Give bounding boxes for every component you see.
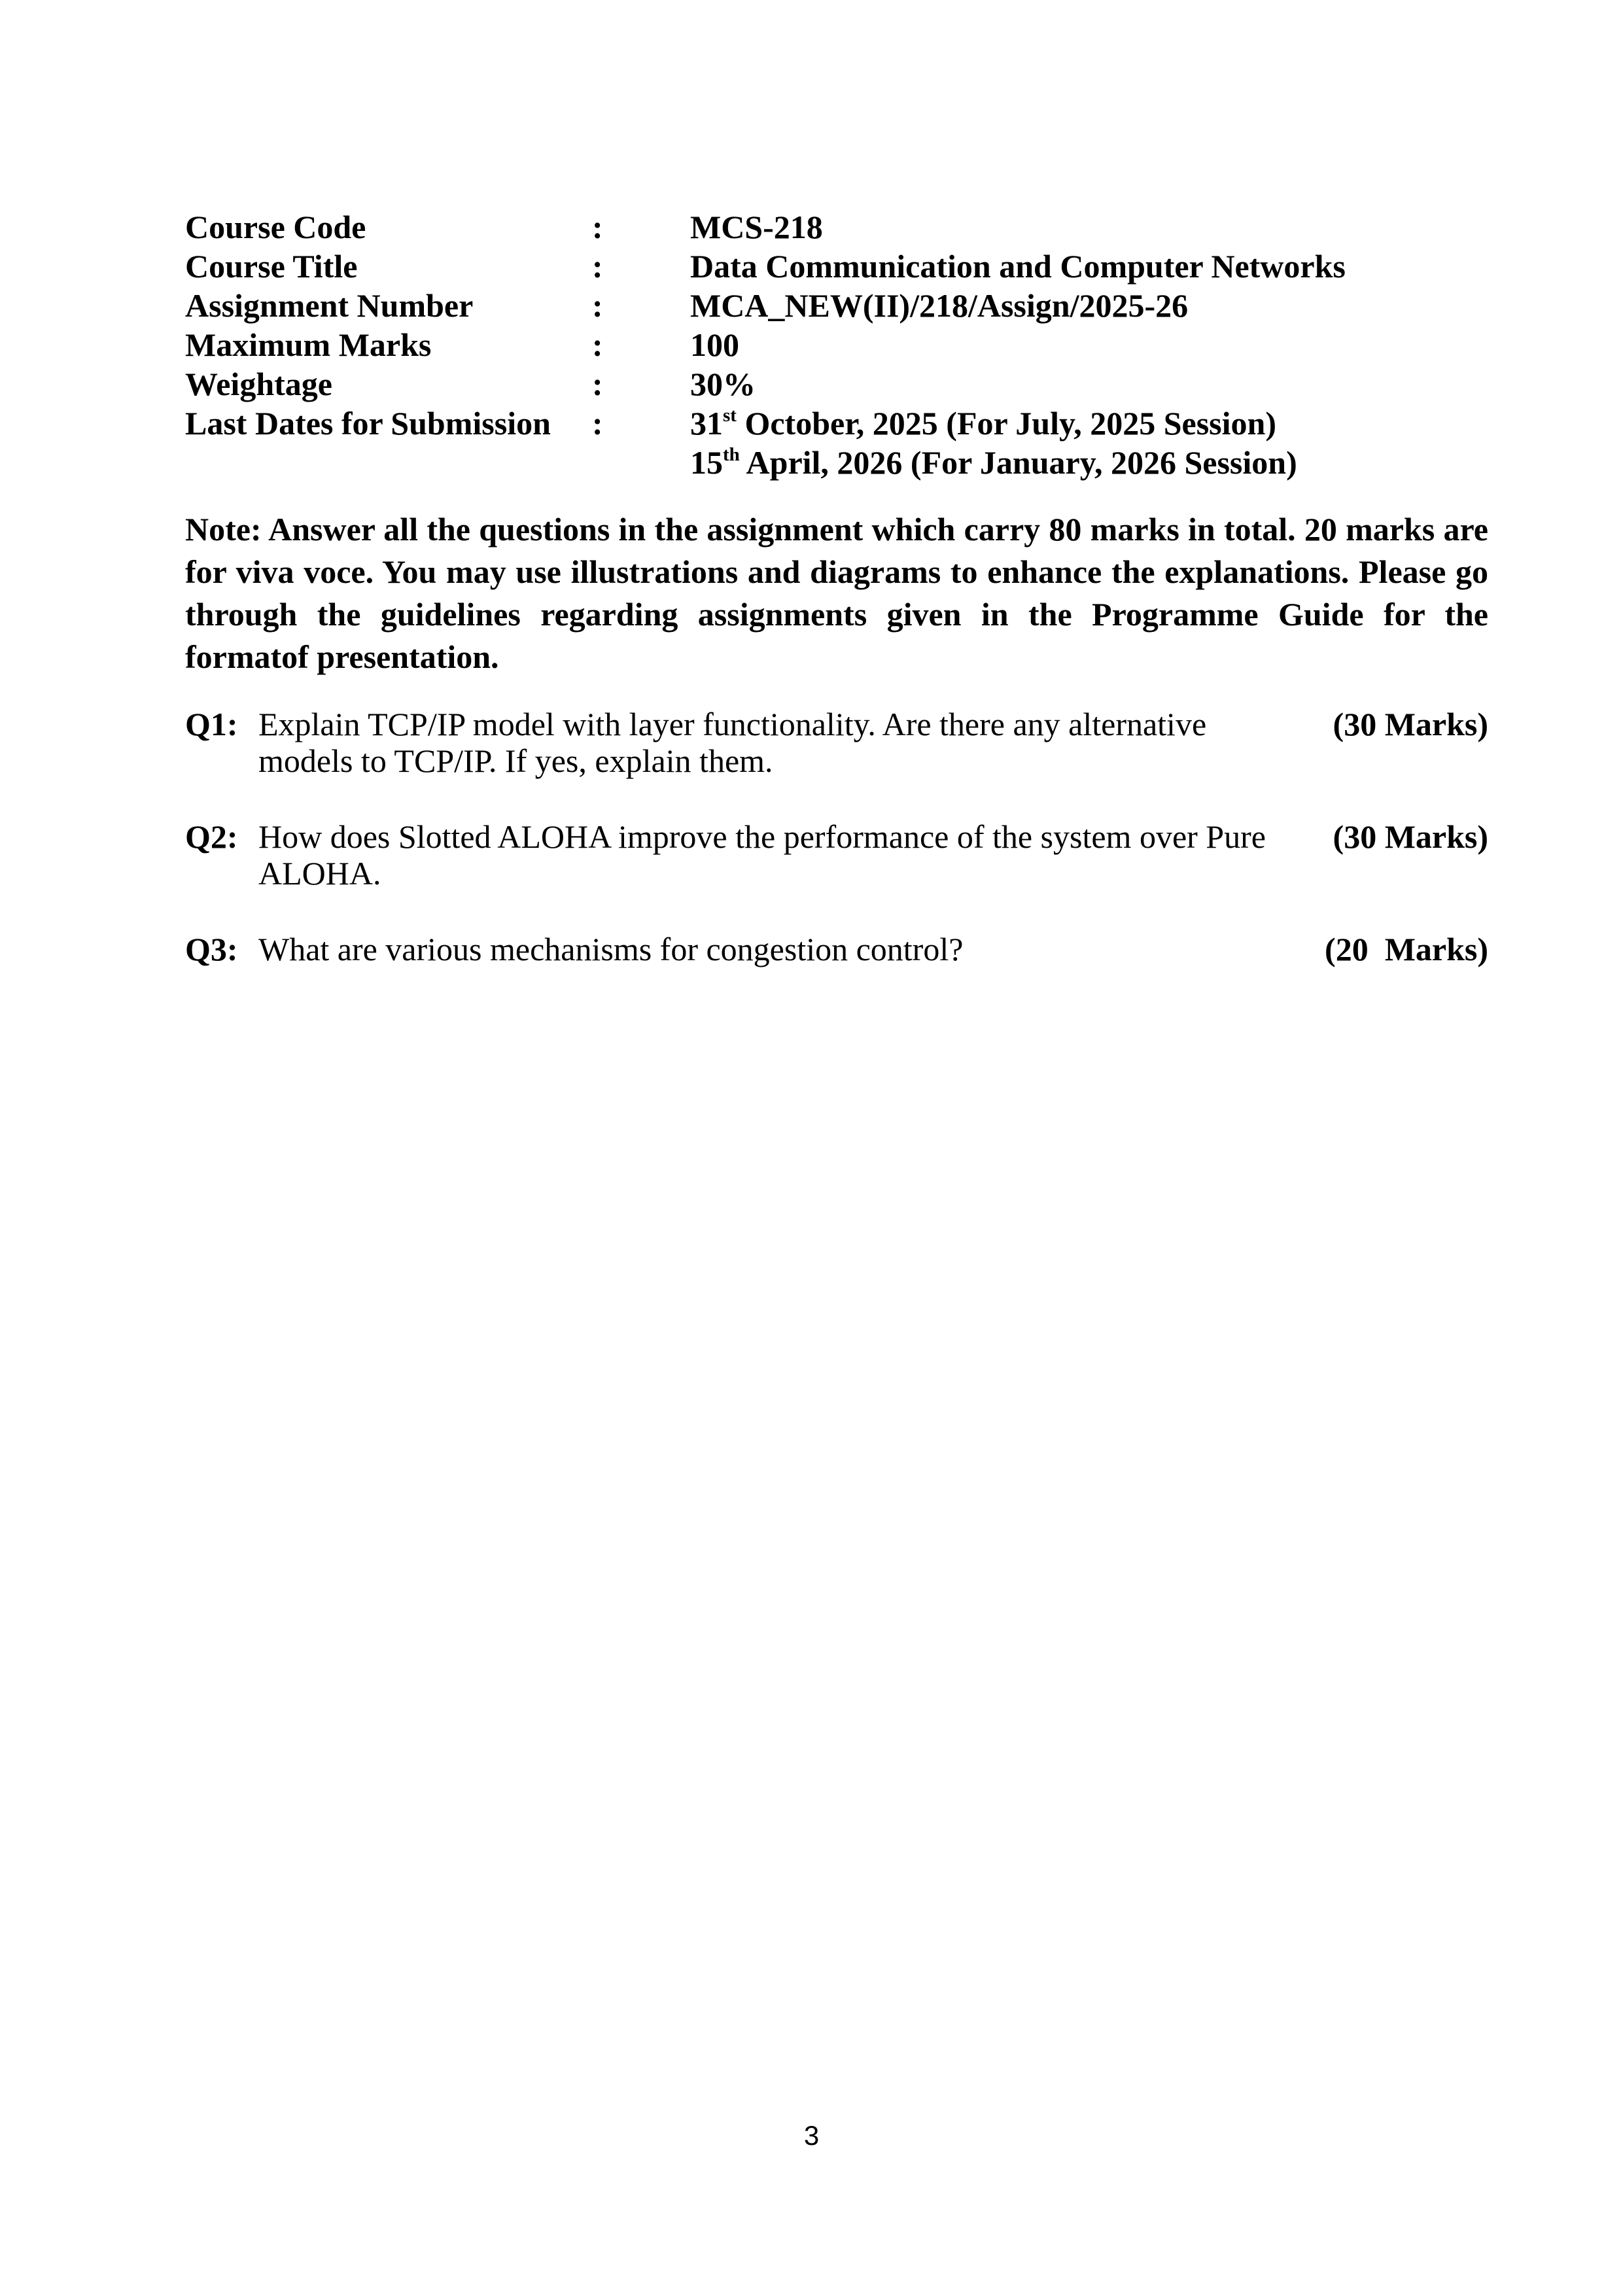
course-info-row-maximum-marks xyxy=(185,325,1488,364)
weightage-value: 30% xyxy=(690,366,756,402)
date-day: 31 xyxy=(690,405,723,442)
course-info-row-course-title xyxy=(185,247,1488,286)
date-rest: October, 2025 (For July, 2025 Session) xyxy=(736,405,1276,442)
submission-date-july-session xyxy=(690,404,1488,443)
course-title-value: Data Communication and Computer Networks xyxy=(690,248,1346,285)
question-text: How does Slotted ALOHA improve the performance of the system over Pure ALOHA. xyxy=(258,818,1266,892)
course-info-row-weightage xyxy=(185,364,1488,404)
weightage-label: Weightage xyxy=(185,366,332,402)
submission-dates-label: Last Dates for Submission xyxy=(185,405,551,442)
colon-separator: : xyxy=(592,366,603,402)
questions-section xyxy=(185,706,1488,967)
date-ordinal: st xyxy=(723,405,737,426)
course-info-row-course-code xyxy=(185,207,1488,247)
colon-separator: : xyxy=(592,326,603,363)
colon-separator: : xyxy=(592,248,603,285)
course-code-label: Course Code xyxy=(185,209,366,245)
colon-separator: : xyxy=(592,405,603,442)
question-row-q2 xyxy=(185,818,1488,892)
course-info-section xyxy=(185,207,1488,482)
question-label: Q1: xyxy=(185,706,238,742)
course-code-value: MCS-218 xyxy=(690,209,823,245)
date-ordinal: th xyxy=(723,444,740,465)
course-info-row-assignment-number xyxy=(185,286,1488,325)
question-marks: (20 Marks) xyxy=(1325,931,1488,967)
assignment-number-value: MCA_NEW(II)/218/Assign/2025-26 xyxy=(690,287,1189,324)
question-marks: (30 Marks) xyxy=(1333,818,1488,855)
course-title-label: Course Title xyxy=(185,248,358,285)
maximum-marks-value: 100 xyxy=(690,326,739,363)
assignment-number-label: Assignment Number xyxy=(185,287,474,324)
question-text: Explain TCP/IP model with layer functionality. Are there any alternative models to TCP/IP. If yes, explain them. xyxy=(258,706,1207,779)
date-day: 15 xyxy=(690,444,723,481)
date-rest: April, 2026 (For January, 2026 Session) xyxy=(739,444,1297,481)
question-row-q1 xyxy=(185,706,1488,779)
question-label: Q3: xyxy=(185,931,238,967)
question-row-q3 xyxy=(185,931,1488,967)
maximum-marks-label: Maximum Marks xyxy=(185,326,432,363)
submission-date-january-session xyxy=(690,443,1488,482)
page-number: 3 xyxy=(803,2120,820,2151)
page-content xyxy=(185,207,1488,967)
question-marks: (30 Marks) xyxy=(1333,706,1488,742)
colon-separator: : xyxy=(592,287,603,324)
question-label: Q2: xyxy=(185,818,238,855)
submission-dates-value xyxy=(690,404,1488,482)
question-text: What are various mechanisms for congestion control? xyxy=(258,931,964,967)
note-paragraph: Note: Answer all the questions in the assignment which carry 80 marks in total. 20 marks are for viva voce. You may use illustrations and diagrams to enhance the explanations. Please go through the guidelines regarding assignments given in the Programme Guide for the formatof presentation. xyxy=(185,511,1488,675)
course-info-row-submission-dates xyxy=(185,404,1488,482)
colon-separator: : xyxy=(592,209,603,245)
